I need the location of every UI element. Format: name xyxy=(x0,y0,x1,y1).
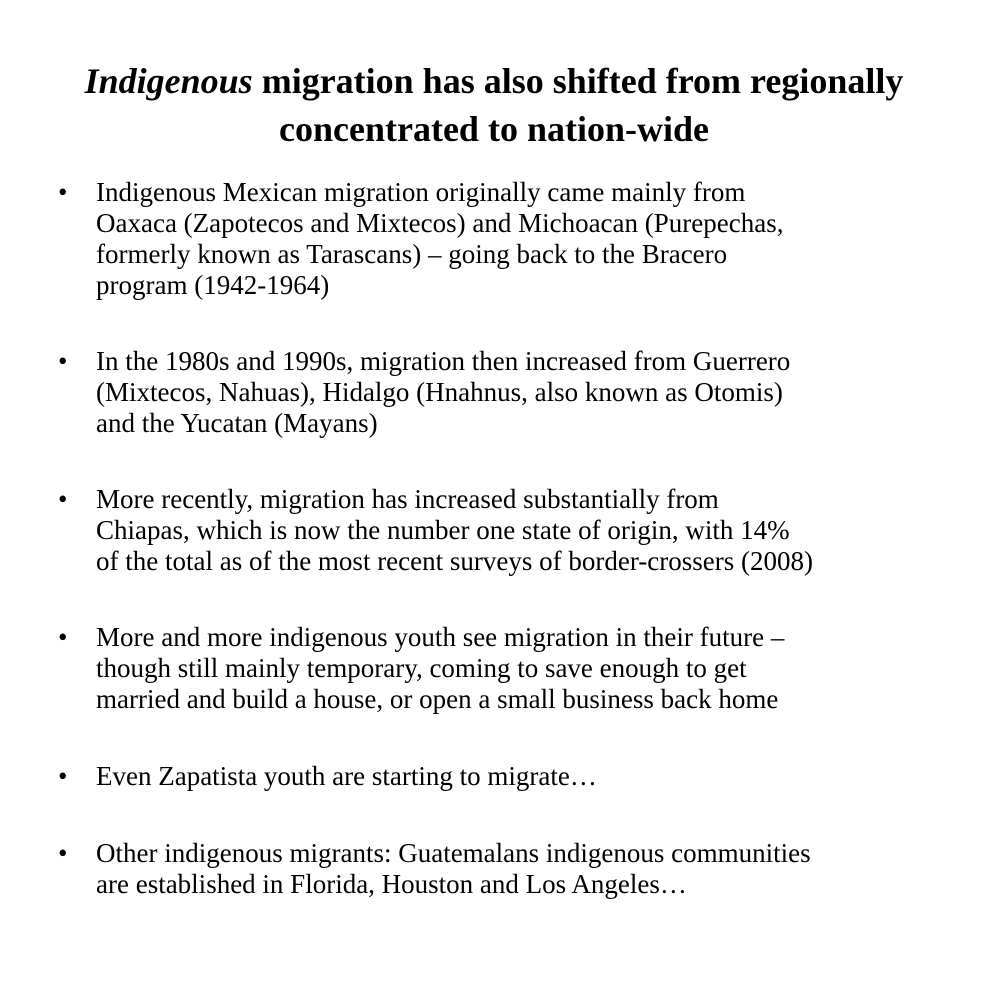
bullet-text: Indigenous Mexican migration originally came mainly from Oaxaca (Zapotecos and Mixtecos) and Michoacan (Purepechas, formerly known as Tarascans) – going back to the Bracero program (1942-1964) xyxy=(96,177,784,300)
bullet-text: More recently, migration has increased substantially from Chiapas, which is now the number one state of origin, with 14% of the total as of the most recent surveys of border-crossers (2008) xyxy=(96,484,813,576)
bullet-dot: • xyxy=(58,346,68,376)
bullet-text: Even Zapatista youth are starting to migrate… xyxy=(96,761,597,791)
title-line-2: concentrated to nation-wide xyxy=(279,109,709,149)
bullet-text: More and more indigenous youth see migration in their future – though still mainly temporary, coming to save enough to get married and build a house, or open a small business back home xyxy=(96,622,785,714)
bullet-text: In the 1980s and 1990s, migration then increased from Guerrero (Mixtecos, Nahuas), Hidalgo (Hnahnus, also known as Otomis) and the Yucatan (Mayans) xyxy=(96,346,791,438)
bullet-dot: • xyxy=(58,838,68,868)
bullet-dot: • xyxy=(58,622,68,652)
slide-title xyxy=(20,57,968,153)
title-line-1-rest: migration has also shifted from regionally xyxy=(252,61,904,101)
bullet-dot: • xyxy=(58,761,68,791)
bullet-dot: • xyxy=(58,484,68,514)
bullet-dot: • xyxy=(58,177,68,207)
title-italic-word: Indigenous xyxy=(84,61,253,101)
bullet-text: Other indigenous migrants: Guatemalans indigenous communities are established in Florida, Houston and Los Angeles… xyxy=(96,838,811,899)
